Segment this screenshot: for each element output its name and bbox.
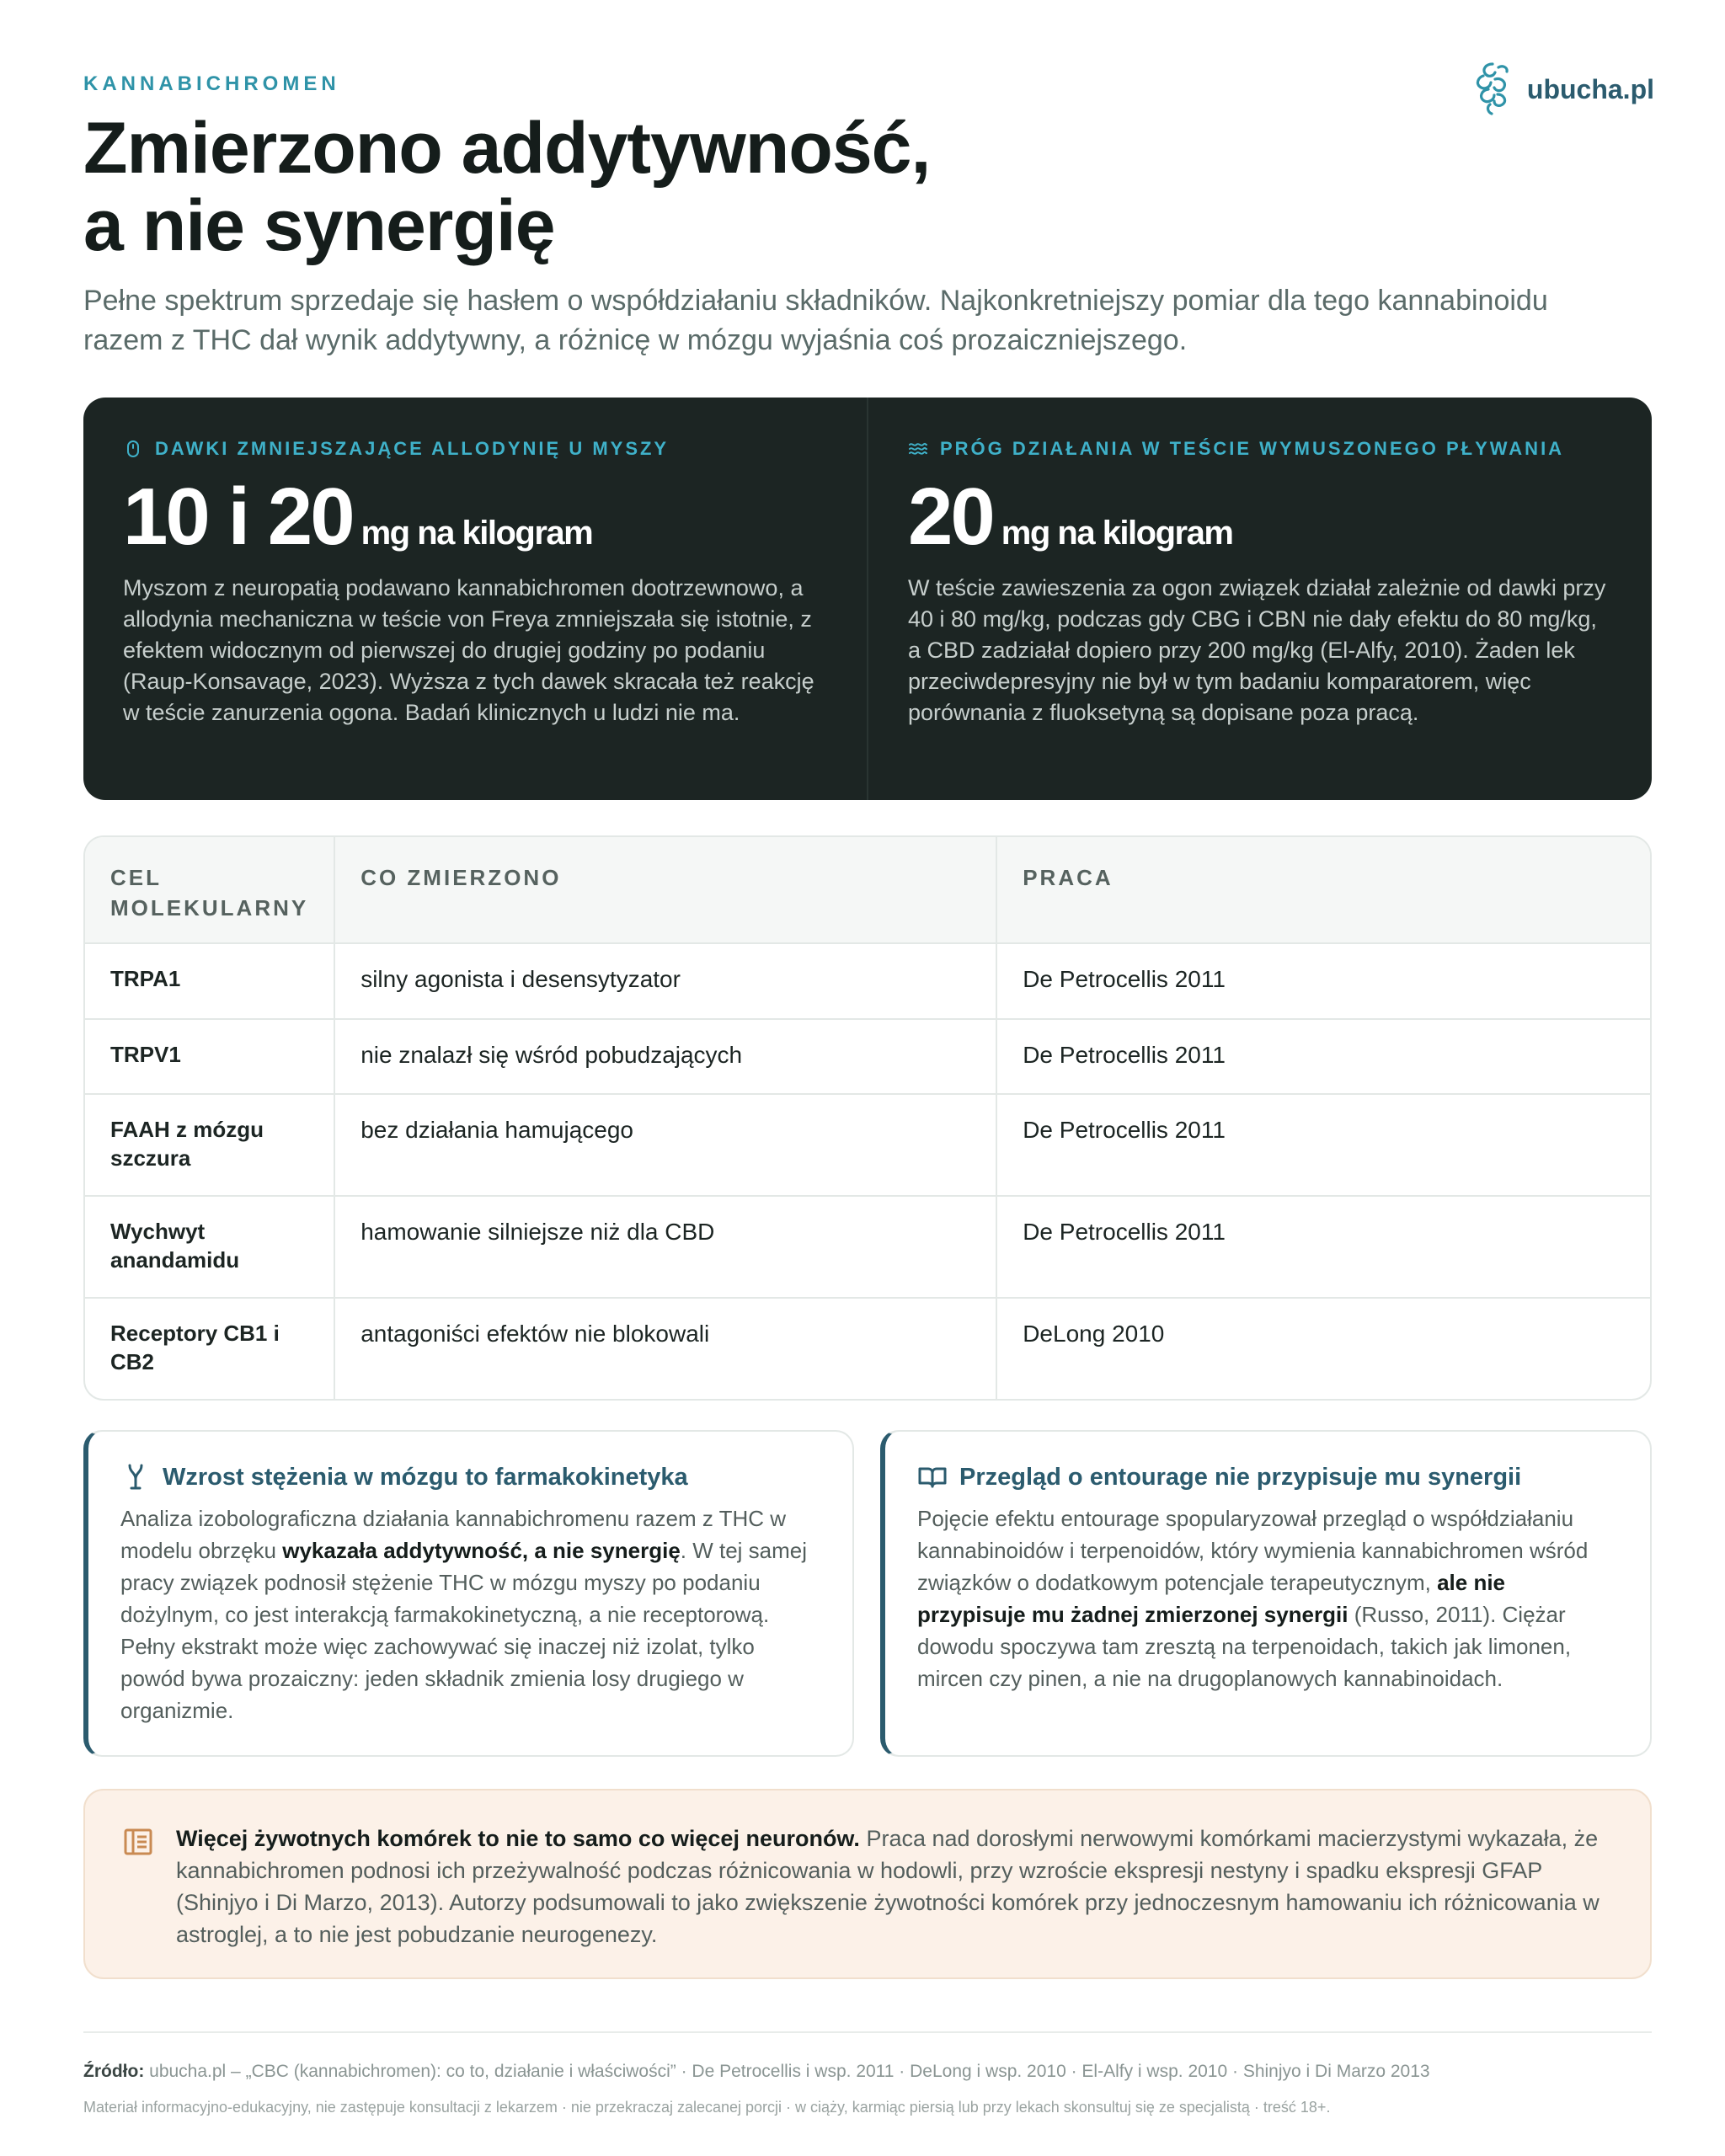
card-body-text: Analiza izobolograficzna działania kannabichromenu razem z THC w modelu obrzęku bbox=[120, 1506, 787, 1563]
cell-paper: DeLong 2010 bbox=[996, 1298, 1650, 1399]
table-row bbox=[85, 1298, 1650, 1399]
cell-target: FAAH z mózgu szczura bbox=[85, 1094, 334, 1196]
cell-paper: De Petrocellis 2011 bbox=[996, 1094, 1650, 1196]
table-header-row bbox=[85, 837, 1650, 943]
card-body-emphasis: ale nie przypisuje mu żadnej zmierzonej synergii bbox=[917, 1570, 1506, 1627]
cell-measured: hamowanie silniejsze niż dla CBD bbox=[334, 1196, 996, 1298]
card-body-text: . W tej samej pracy związek podnosił stężenie THC w mózgu myszy po podaniu dożylnym, co jest interakcją farmakokinetyczną, a nie receptorową. Pełny ekstrakt może więc zachowywać się inaczej niż izolat, tylko powód bywa prozaiczny: jeden składnik zmienia losy drugiego w organizmie. bbox=[120, 1538, 808, 1723]
stat-allodynia bbox=[83, 398, 867, 800]
stats-panel bbox=[83, 398, 1652, 800]
stat-unit: mg na kilogram bbox=[360, 515, 593, 552]
brand-logo[interactable] bbox=[1470, 59, 1654, 120]
flask-icon bbox=[120, 1462, 151, 1492]
stat-label bbox=[123, 438, 828, 460]
card-entourage-review bbox=[880, 1430, 1652, 1757]
cell-measured: silny agonista i desensytyzator bbox=[334, 943, 996, 1019]
stat-unit: mg na kilogram bbox=[1001, 515, 1233, 552]
waves-icon bbox=[908, 439, 928, 459]
source-text: ubucha.pl – „CBC (kannabichromen): co to, działanie i właściwości” · De Petrocellis i wsp. 2011 · DeLong i wsp. 2010 · El-Alfy i wsp. 2010 · Shinjyo i Di Marzo 2013 bbox=[144, 2062, 1430, 2081]
card-pharmacokinetics bbox=[83, 1430, 854, 1757]
cell-measured: bez działania hamującego bbox=[334, 1094, 996, 1196]
notes-icon bbox=[122, 1826, 154, 1858]
card-body-emphasis: wykazała addytywność, a nie synergię bbox=[282, 1538, 681, 1563]
card-body bbox=[120, 1502, 820, 1726]
footer-divider bbox=[83, 2031, 1652, 2033]
stat-label bbox=[908, 438, 1613, 460]
cell-paper: De Petrocellis 2011 bbox=[996, 943, 1650, 1019]
note-text bbox=[176, 1822, 1599, 1951]
eyebrow-label: KANNABICHROMEN bbox=[83, 72, 340, 95]
cell-target: Receptory CB1 i CB2 bbox=[85, 1298, 334, 1399]
stat-description: Myszom z neuropatią podawano kannabichromen dootrzewnowo, a allodynia mechaniczna w teście von Freya zmniejszała się istotnie, z efektem widocznym od pierwszej do drugiej godziny po podaniu (Raup-Konsavage, 2023). Wyższa z tych dawek skracała też reakcję w teście zanurzenia ogona. Badań klinicznych u ludzi nie ma. bbox=[123, 575, 814, 725]
cell-measured: antagoniści efektów nie blokowali bbox=[334, 1298, 996, 1399]
page-title bbox=[83, 109, 1178, 264]
table-row bbox=[85, 943, 1650, 1019]
cell-paper: De Petrocellis 2011 bbox=[996, 1019, 1650, 1094]
stat-number: 10 i 20 bbox=[123, 472, 353, 562]
card-title-text: Przegląd o entourage nie przypisuje mu synergii bbox=[959, 1463, 1522, 1491]
cell-target: TRPA1 bbox=[85, 943, 334, 1019]
source-label: Źródło: bbox=[83, 2062, 145, 2081]
stat-description: W teście zawieszenia za ogon związek działał zależnie od dawki przy 40 i 80 mg/kg, podczas gdy CBG i CBN nie dały efektu do 80 mg/kg, a CBD zadziałał dopiero przy 200 mg/kg (El-Alfy, 2010). Żaden lek przeciwdepresyjny nie był w tym badaniu komparatorem, więc porównania z fluoksetyną są dopisane poza pracą. bbox=[908, 575, 1606, 725]
card-title-text: Wzrost stężenia w mózgu to farmakokinetyka bbox=[163, 1463, 688, 1491]
targets-table bbox=[83, 835, 1652, 1401]
table-row bbox=[85, 1196, 1650, 1298]
column-header-paper: PRACA bbox=[996, 837, 1650, 943]
column-header-target: CEL MOLEKULARNY bbox=[85, 837, 334, 943]
card-title bbox=[120, 1462, 820, 1492]
stat-number: 20 bbox=[908, 472, 993, 562]
disclaimer: Materiał informacyjno-edukacyjny, nie zastępuje konsultacji z lekarzem · nie przekraczaj zalecanej porcji · w ciąży, karmiąc piersią lub przy lekach skonsultuj się ze specjalistą · treść 18+. bbox=[83, 2099, 1331, 2116]
card-body-text: Pojęcie efektu entourage spopularyzował przegląd o współdziałaniu kannabinoidów i terpenoidów, który wymienia kannabichromen wśród związków o dodatkowym potencjale terapeutycznym, bbox=[917, 1506, 1589, 1595]
note-heading: Więcej żywotnych komórek to nie to samo co więcej neuronów. bbox=[176, 1826, 860, 1851]
kombucha-scoby-icon bbox=[1470, 59, 1515, 120]
mouse-icon bbox=[123, 439, 143, 459]
table-row bbox=[85, 1094, 1650, 1196]
note-body: Praca nad dorosłymi nerwowymi komórkami macierzystymi wykazała, że kannabichromen podnosi ich przeżywalność podczas różnicowania w hodowli, przy wzroście ekspresji nestyny i spadku ekspresji GFAP (Shinjyo i Di Marzo, 2013). Autorzy podsumowali to jako zwiększenie żywotności komórek przy jednoczesnym hamowaniu ich różnicowania w astroglej, a to nie jest pobudzanie neurogenezy. bbox=[176, 1826, 1599, 1947]
cell-paper: De Petrocellis 2011 bbox=[996, 1196, 1650, 1298]
stat-value bbox=[908, 473, 1613, 561]
card-body-text: (Russo, 2011). Ciężar dowodu spoczywa tam zresztą na terpenoidach, takich jak limonen, mircen czy pinen, a nie na drugoplanowych kannabinoidach. bbox=[917, 1602, 1572, 1691]
title-line-1: Zmierzono addytywność, bbox=[83, 108, 931, 189]
stat-swim-test bbox=[867, 398, 1652, 800]
card-body bbox=[917, 1502, 1618, 1694]
card-title bbox=[917, 1462, 1618, 1492]
stat-value bbox=[123, 473, 828, 561]
lede-paragraph: Pełne spektrum sprzedaje się hasłem o współdziałaniu składników. Najkonkretniejszy pomiar dla tego kannabinoidu razem z THC dał wynik addytywny, a różnicę w mózgu wyjaśnia coś prozaiczniejszego. bbox=[83, 285, 1548, 356]
table-row bbox=[85, 1019, 1650, 1094]
stat-label-text: PRÓG DZIAŁANIA W TEŚCIE WYMUSZONEGO PŁYWANIA bbox=[940, 438, 1565, 459]
source-line bbox=[83, 2062, 1430, 2082]
cell-target: TRPV1 bbox=[85, 1019, 334, 1094]
column-header-measured: CO ZMIERZONO bbox=[334, 837, 996, 943]
stat-label-text: DAWKI ZMNIEJSZAJĄCE ALLODYNIĘ U MYSZY bbox=[155, 438, 670, 459]
note-box bbox=[83, 1789, 1652, 1979]
title-line-2: a nie synergię bbox=[83, 185, 555, 266]
brand-name: ubucha.pl bbox=[1526, 73, 1654, 104]
cell-measured: nie znalazł się wśród pobudzających bbox=[334, 1019, 996, 1094]
open-book-icon bbox=[917, 1462, 948, 1492]
cell-target: Wychwyt anandamidu bbox=[85, 1196, 334, 1298]
